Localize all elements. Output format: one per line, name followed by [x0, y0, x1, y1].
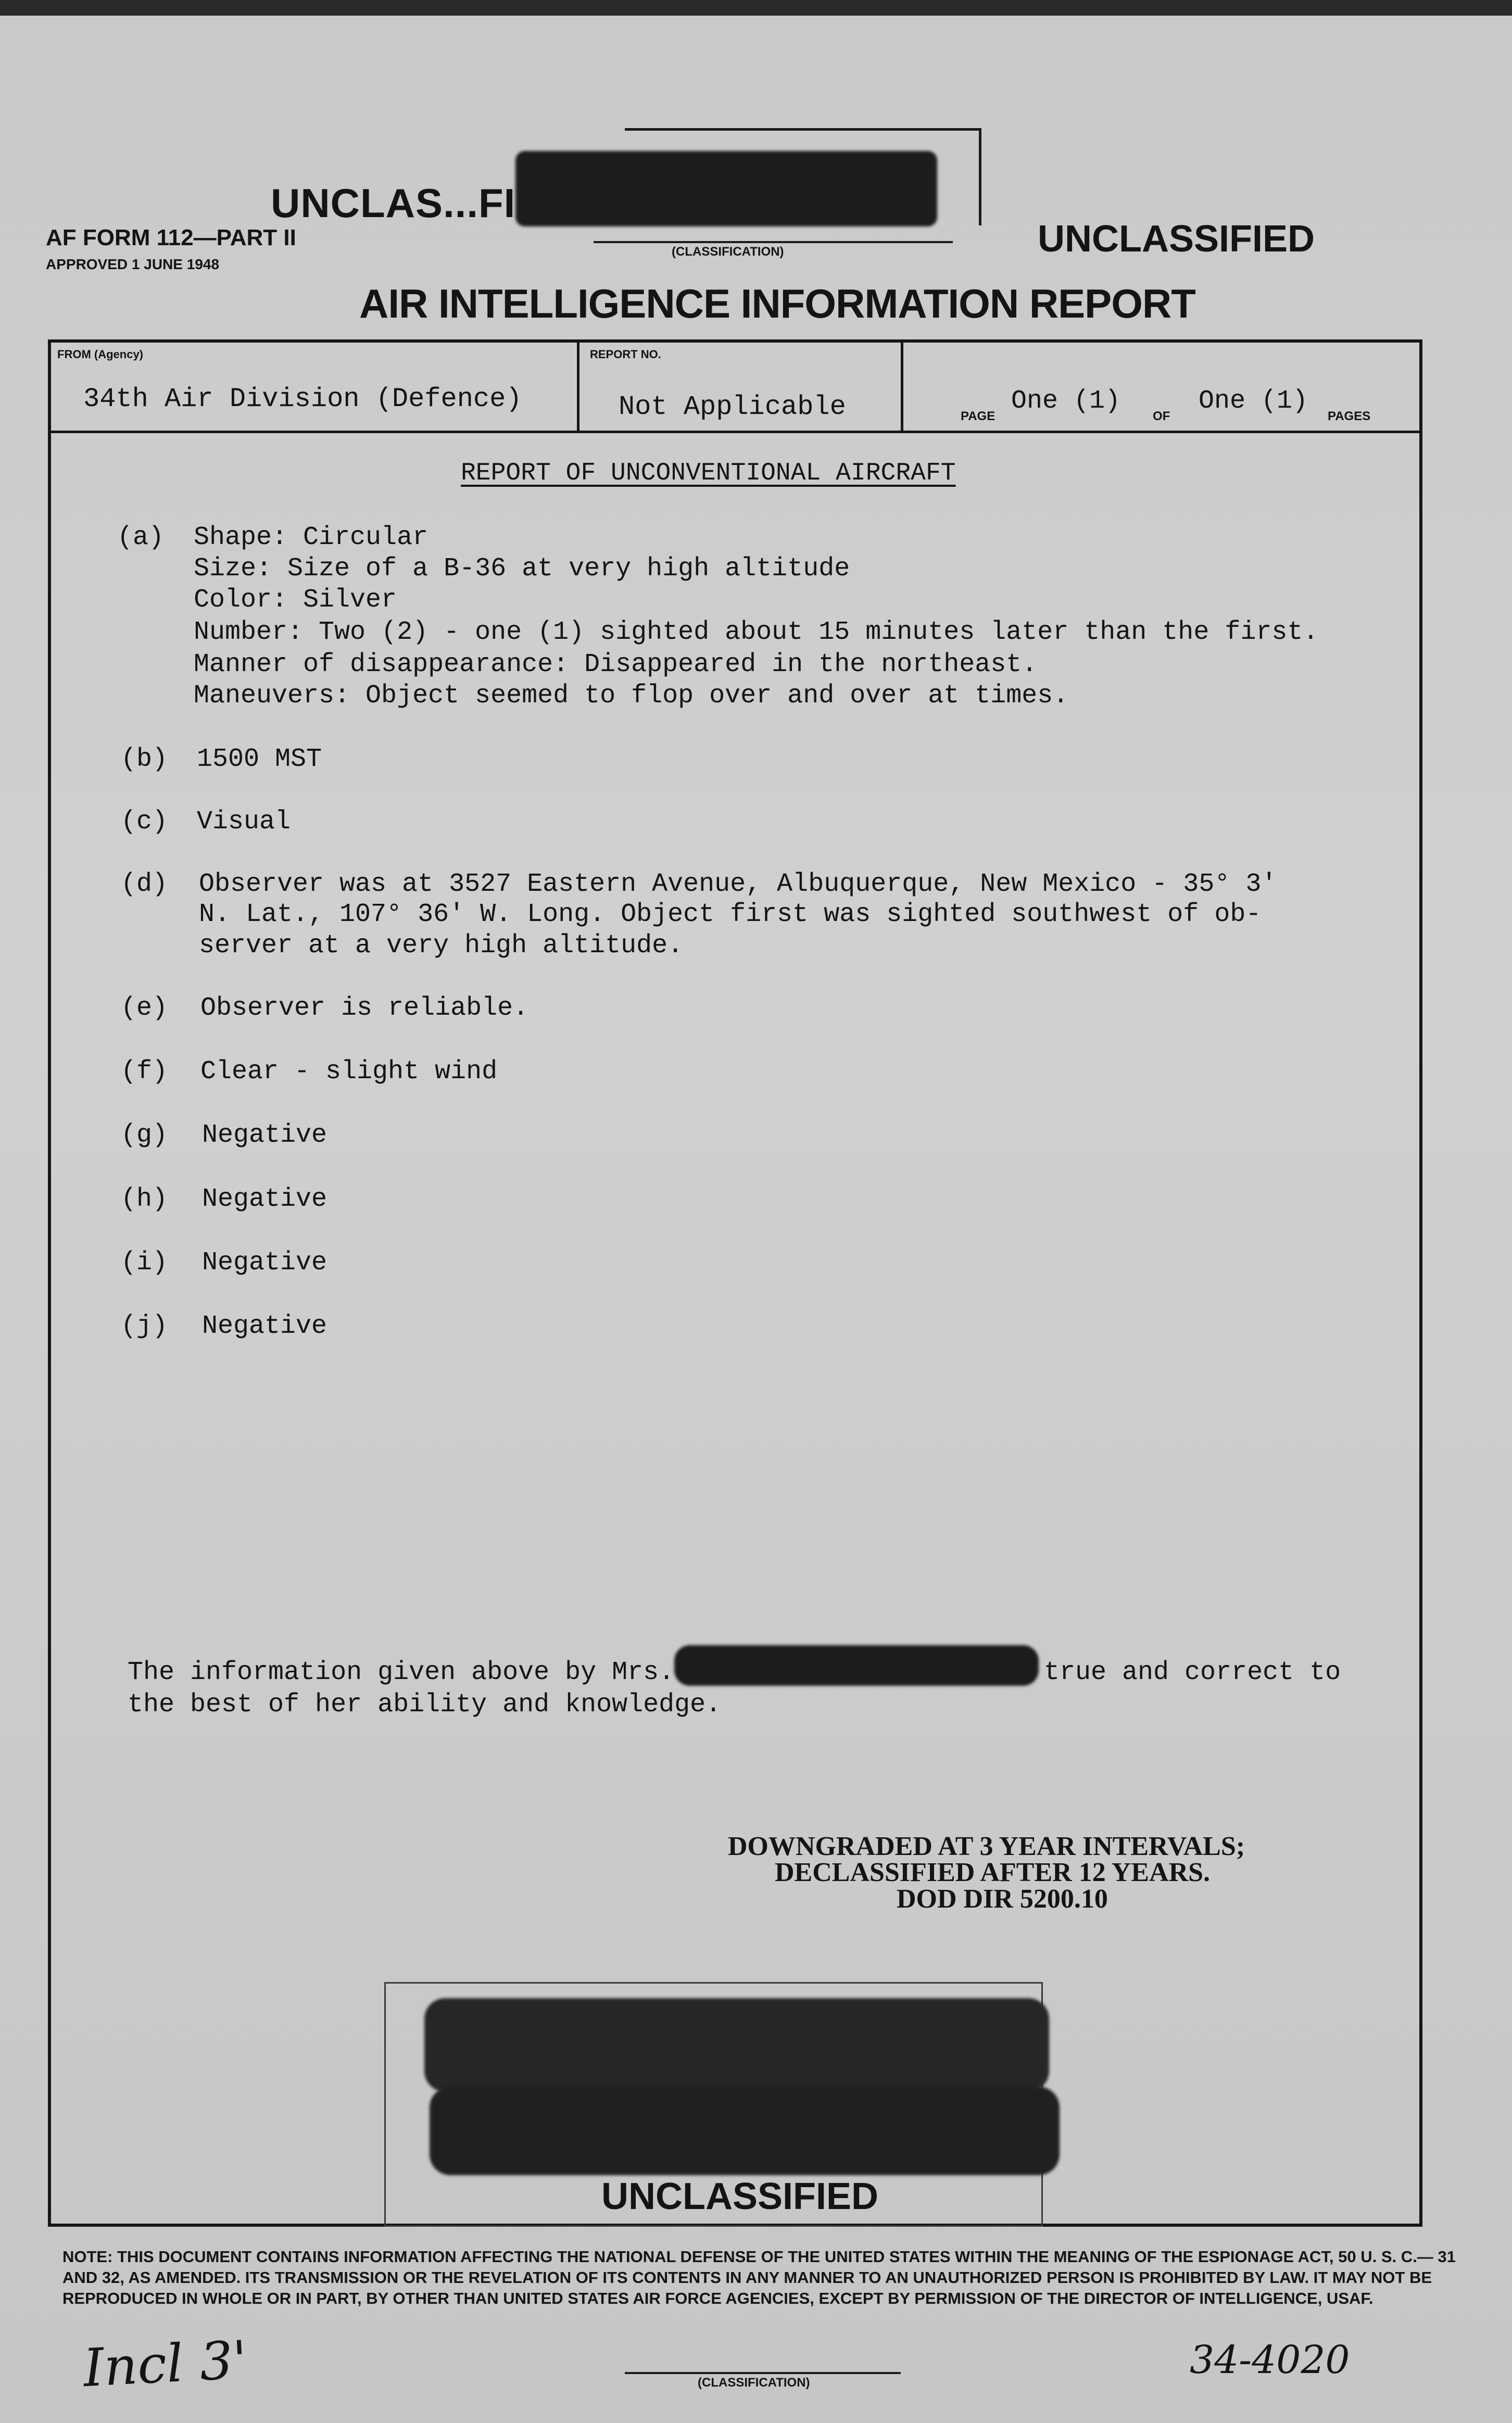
item-d-line-3: server at a very high altitude.: [199, 931, 684, 961]
item-f-label: (f): [121, 1057, 168, 1087]
form-number: AF FORM 112—PART II: [46, 225, 296, 250]
item-b-label: (b): [121, 744, 168, 774]
item-h-text: Negative: [202, 1184, 327, 1214]
header-divider-2: [901, 339, 903, 432]
downgrade-line-1: DOWNGRADED AT 3 YEAR INTERVALS;: [728, 1832, 1245, 1861]
item-a-shape: Shape: Circular: [194, 523, 429, 552]
item-i-text: Negative: [202, 1248, 327, 1278]
bottom-classification-rule: [625, 2372, 901, 2374]
item-a-number: Number: Two (2) - one (1) sighted about 15 minutes later than the first.: [194, 617, 1319, 647]
handwritten-enclosure: Incl 3': [82, 2329, 249, 2399]
report-no-value: Not Applicable: [619, 392, 846, 422]
item-a-color: Color: Silver: [194, 585, 397, 615]
item-a-maneuvers: Maneuvers: Object seemed to flop over and over at times.: [194, 681, 1069, 711]
item-c-text: Visual: [197, 807, 291, 837]
handwritten-number: 34-4020: [1190, 2338, 1350, 2382]
statement-line-1-end: true and correct to: [1044, 1658, 1341, 1687]
header-divider-1: [577, 339, 579, 432]
item-e-label: (e): [121, 993, 168, 1023]
from-label: FROM (Agency): [57, 348, 143, 361]
top-classification-bracket: [625, 128, 981, 225]
item-j-label: (j): [121, 1311, 168, 1341]
scan-edge: [0, 0, 1512, 16]
classification-top-right: UNCLASSIFIED: [1038, 218, 1315, 260]
item-e-text: Observer is reliable.: [200, 993, 529, 1023]
legal-note: NOTE: THIS DOCUMENT CONTAINS INFORMATION AFFECTING THE NATIONAL DEFENSE OF THE UNITED STATES WITHIN THE MEANING OF THE ESPIONAGE ACT, 50 U. S. C.— 31 AND 32, AS AMENDED. ITS TRANSMISSION OR THE REVELATION OF ITS CONTENTS IN ANY MANNER TO AN UNAUTHORIZED PERSON IS PROHIBITED BY LAW. IT MAY NOT BE REPRODUCED IN WHOLE OR IN PART, BY OTHER THAN UNITED STATES AIR FORCE AGENCIES, EXCEPT BY PERMISSION OF THE DIRECTOR OF INTELLIGENCE, USAF.: [62, 2248, 1456, 2307]
item-i-label: (i): [121, 1248, 168, 1278]
item-d-label: (d): [121, 869, 168, 899]
redaction-bottom-1: [424, 1998, 1049, 2092]
page-label: PAGE: [961, 409, 996, 423]
item-f-text: Clear - slight wind: [200, 1057, 498, 1087]
page-value: One (1): [1011, 386, 1121, 416]
item-b-text: 1500 MST: [197, 744, 322, 774]
redaction-name: [674, 1645, 1039, 1686]
classification-top-left: UNCLAS...FI: [271, 180, 516, 226]
pages-label: PAGES: [1328, 409, 1371, 423]
item-a-size: Size: Size of a B-36 at very high altitude: [194, 554, 850, 584]
statement-line-1-start: The information given above by Mrs.: [128, 1658, 675, 1687]
item-h-label: (h): [121, 1184, 168, 1214]
report-no-label: REPORT NO.: [590, 348, 661, 361]
approved-date: APPROVED 1 JUNE 1948: [46, 256, 220, 272]
report-title: AIR INTELLIGENCE INFORMATION REPORT: [359, 281, 1195, 326]
from-value: 34th Air Division (Defence): [83, 384, 522, 414]
header-row-rule: [48, 431, 1422, 433]
item-g-label: (g): [121, 1120, 168, 1150]
item-c-label: (c): [121, 807, 168, 837]
item-a-label: (a): [117, 523, 165, 552]
top-classification-rule: [594, 241, 953, 243]
item-j-text: Negative: [202, 1311, 327, 1341]
report-heading: REPORT OF UNCONVENTIONAL AIRCRAFT: [461, 459, 956, 487]
classification-caption-bottom: (CLASSIFICATION): [698, 2376, 810, 2390]
classification-caption-top: (CLASSIFICATION): [672, 245, 784, 259]
item-g-text: Negative: [202, 1120, 327, 1150]
pages-value: One (1): [1199, 386, 1308, 416]
item-d-line-2: N. Lat., 107° 36' W. Long. Object first was sighted southwest of ob-: [199, 900, 1262, 929]
classification-bottom: UNCLASSIFIED: [601, 2176, 879, 2217]
item-d-line-1: Observer was at 3527 Eastern Avenue, Albuquerque, New Mexico - 35° 3': [199, 869, 1277, 899]
downgrade-line-3: DOD DIR 5200.10: [897, 1884, 1108, 1914]
of-label: OF: [1153, 409, 1170, 423]
statement-line-2: the best of her ability and knowledge.: [128, 1690, 722, 1720]
redaction-bottom-2: [430, 2087, 1060, 2175]
downgrade-line-2: DECLASSIFIED AFTER 12 YEARS.: [775, 1858, 1211, 1887]
item-a-disappearance: Manner of disappearance: Disappeared in the northeast.: [194, 650, 1038, 679]
